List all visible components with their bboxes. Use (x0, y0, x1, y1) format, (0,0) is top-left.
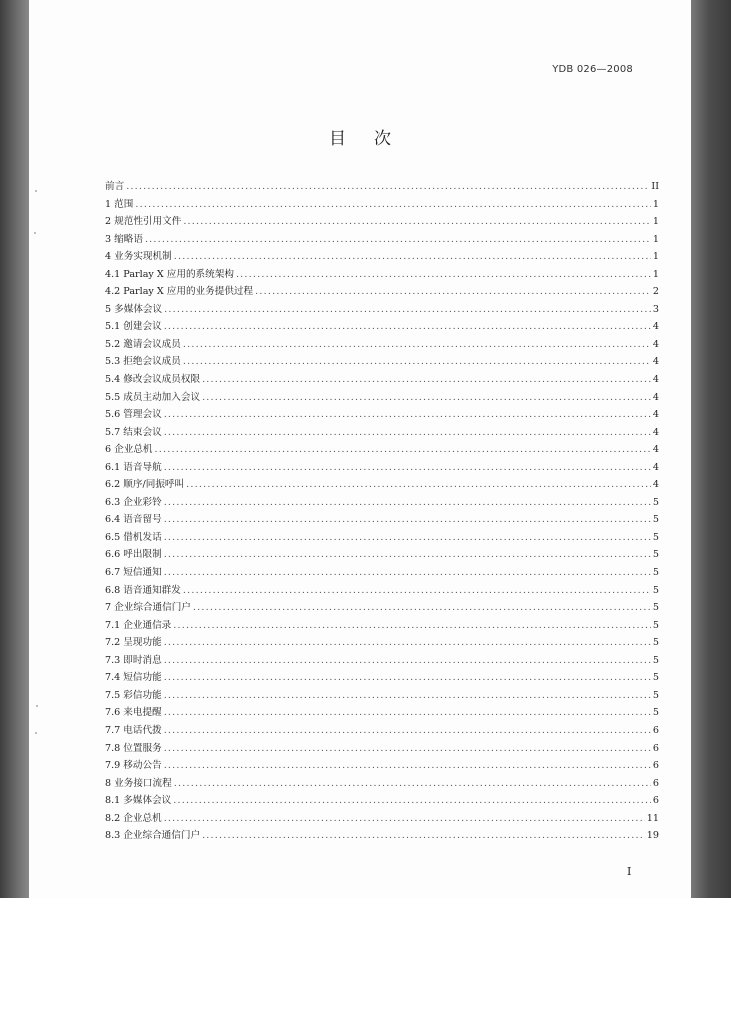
toc-entry[interactable] (105, 564, 659, 582)
toc-entry[interactable] (105, 494, 659, 512)
toc-entry-page: 1 (652, 251, 659, 263)
toc-entry-label: 5.4 修改会议成员权限 (105, 374, 201, 386)
toc-entry-page: 5 (652, 514, 659, 526)
toc-dot-leader (202, 392, 651, 403)
toc-dot-leader (164, 549, 651, 560)
toc-dot-leader (164, 427, 651, 438)
toc-entry-page: 6 (652, 795, 659, 807)
toc-entry[interactable] (105, 792, 659, 810)
toc-entry-label: 4 业务实现机制 (105, 251, 172, 263)
toc-entry-page: 5 (652, 672, 659, 684)
toc-dot-leader (183, 585, 651, 596)
toc-entry[interactable] (105, 266, 659, 284)
toc-dot-leader (193, 602, 651, 613)
scan-speck (35, 190, 37, 192)
toc-entry[interactable] (105, 406, 659, 424)
toc-entry-page: 4 (652, 356, 659, 368)
toc-entry-page: 6 (652, 760, 659, 772)
toc-entry[interactable] (105, 441, 659, 459)
toc-entry-label: 5.6 管理会议 (105, 409, 162, 421)
toc-entry-label: 7.4 短信功能 (105, 672, 162, 684)
toc-entry-page: 1 (652, 198, 659, 210)
toc-entry[interactable] (105, 740, 659, 758)
toc-entry-page: 6 (652, 777, 659, 789)
toc-dot-leader (174, 778, 651, 789)
toc-entry[interactable] (105, 459, 659, 477)
scan-shadow-right (691, 0, 731, 898)
toc-dot-leader (164, 567, 651, 578)
toc-entry-page: 11 (646, 812, 659, 824)
toc-entry-page: 4 (652, 426, 659, 438)
toc-dot-leader (126, 181, 649, 192)
toc-dot-leader (145, 234, 651, 245)
toc-entry[interactable] (105, 634, 659, 652)
toc-entry-label: 8 业务接口流程 (105, 777, 172, 789)
toc-entry[interactable] (105, 196, 659, 214)
toc-entry-label: 7 企业综合通信门户 (105, 602, 191, 614)
toc-entry[interactable] (105, 652, 659, 670)
toc-dot-leader (164, 743, 651, 754)
toc-entry-page: 5 (652, 531, 659, 543)
toc-entry-page: 4 (652, 391, 659, 403)
toc-dot-leader (164, 690, 651, 701)
toc-entry-label: 5.7 结束会议 (105, 426, 162, 438)
toc-entry[interactable] (105, 757, 659, 775)
document-page (29, 0, 691, 898)
toc-dot-leader (164, 462, 651, 473)
toc-entry-label: 6.8 语音通知群发 (105, 584, 181, 596)
toc-entry[interactable] (105, 389, 659, 407)
toc-entry[interactable] (105, 336, 659, 354)
toc-entry-label: 5.5 成员主动加入会议 (105, 391, 201, 403)
toc-entry[interactable] (105, 511, 659, 529)
toc-entry-page: 1 (652, 268, 659, 280)
toc-dot-leader (164, 409, 651, 420)
toc-entry-label: 6.5 借机发话 (105, 531, 162, 543)
toc-dot-leader (164, 637, 651, 648)
toc-entry-label: 8.3 企业综合通信门户 (105, 830, 201, 842)
toc-entry-label: 前言 (105, 181, 125, 192)
toc-dot-leader (164, 672, 651, 683)
toc-entry[interactable] (105, 476, 659, 494)
toc-entry-page: 5 (652, 567, 659, 579)
toc-entry-page: 5 (652, 584, 659, 596)
toc-dot-leader (174, 251, 651, 262)
toc-dot-leader (135, 199, 651, 210)
toc-entry-page: II (651, 181, 659, 192)
toc-entry[interactable] (105, 722, 659, 740)
toc-entry[interactable] (105, 827, 659, 845)
toc-entry-label: 8.2 企业总机 (105, 812, 162, 824)
toc-entry-page: 4 (652, 321, 659, 333)
toc-entry-label: 7.2 呈现功能 (105, 637, 162, 649)
toc-entry[interactable] (105, 582, 659, 600)
toc-entry[interactable] (105, 283, 659, 301)
toc-entry-label: 7.1 企业通信录 (105, 619, 172, 631)
toc-entry-label: 8.1 多媒体会议 (105, 795, 172, 807)
toc-dot-leader (164, 304, 651, 315)
toc-entry-page: 5 (652, 689, 659, 701)
page-number: I (627, 865, 632, 878)
toc-entry[interactable] (105, 424, 659, 442)
toc-dot-leader (173, 795, 651, 806)
toc-entry[interactable] (105, 371, 659, 389)
toc-entry[interactable] (105, 546, 659, 564)
toc-dot-leader (173, 620, 651, 631)
toc-entry-label: 7.9 移动公告 (105, 760, 162, 772)
toc-entry-label: 2 规范性引用文件 (105, 216, 182, 228)
page-title: 目次 (329, 129, 419, 149)
toc-dot-leader (164, 813, 645, 824)
toc-entry[interactable] (105, 617, 659, 635)
toc-entry-label: 1 范围 (105, 198, 134, 210)
toc-entry-label: 6 企业总机 (105, 444, 153, 456)
toc-dot-leader (183, 356, 651, 367)
toc-dot-leader (202, 374, 651, 385)
toc-entry-page: 4 (652, 374, 659, 386)
toc-entry-page: 4 (652, 444, 659, 456)
toc-entry[interactable] (105, 213, 659, 231)
toc-dot-leader (164, 514, 651, 525)
toc-entry[interactable] (105, 529, 659, 547)
toc-entry-page: 4 (652, 338, 659, 350)
toc-entry[interactable] (105, 248, 659, 266)
table-of-contents (105, 178, 659, 845)
toc-entry-page: 5 (652, 637, 659, 649)
scan-shadow-left (0, 0, 29, 898)
toc-entry[interactable] (105, 669, 659, 687)
toc-entry-label: 6.1 语音导航 (105, 461, 162, 473)
toc-dot-leader (202, 830, 645, 841)
toc-entry-page: 6 (652, 742, 659, 754)
toc-entry-page: 5 (652, 496, 659, 508)
toc-entry-label: 3 缩略语 (105, 233, 143, 245)
toc-entry[interactable] (105, 599, 659, 617)
toc-entry-page: 5 (652, 549, 659, 561)
toc-dot-leader (236, 269, 651, 280)
toc-entry-page: 4 (652, 479, 659, 491)
toc-entry-label: 6.6 呼出限制 (105, 549, 162, 561)
toc-entry-label: 5.1 创建会议 (105, 321, 162, 333)
toc-entry-page: 6 (652, 724, 659, 736)
toc-entry-label: 7.7 电话代拨 (105, 724, 162, 736)
toc-entry-page: 19 (646, 830, 659, 842)
toc-entry[interactable] (105, 318, 659, 336)
toc-entry-label: 6.3 企业彩铃 (105, 496, 162, 508)
toc-dot-leader (164, 655, 651, 666)
toc-dot-leader (164, 707, 651, 718)
toc-entry-page: 4 (652, 461, 659, 473)
toc-dot-leader (164, 725, 651, 736)
toc-entry-label: 4.1 Parlay X 应用的系统架构 (105, 268, 234, 280)
toc-entry[interactable] (105, 704, 659, 722)
scan-speck (34, 232, 36, 234)
toc-entry[interactable] (105, 687, 659, 705)
toc-dot-leader (183, 216, 651, 227)
toc-entry-label: 5.2 邀请会议成员 (105, 338, 181, 350)
toc-entry-page: 1 (652, 233, 659, 245)
toc-entry[interactable] (105, 178, 659, 196)
toc-entry-label: 7.6 来电提醒 (105, 707, 162, 719)
toc-entry-label: 6.2 顺序/同振呼叫 (105, 479, 185, 491)
toc-entry[interactable] (105, 775, 659, 793)
toc-dot-leader (164, 497, 651, 508)
toc-entry-page: 3 (652, 303, 659, 315)
toc-entry[interactable] (105, 301, 659, 319)
toc-dot-leader (164, 760, 651, 771)
toc-dot-leader (186, 479, 651, 490)
toc-dot-leader (155, 444, 651, 455)
toc-entry-page: 5 (652, 654, 659, 666)
toc-entry-page: 4 (652, 409, 659, 421)
toc-dot-leader (164, 321, 651, 332)
toc-entry-label: 7.8 位置服务 (105, 742, 162, 754)
toc-dot-leader (255, 286, 651, 297)
toc-entry-page: 2 (652, 286, 659, 298)
toc-entry-label: 6.4 语音留号 (105, 514, 162, 526)
toc-entry-page: 1 (652, 216, 659, 228)
toc-entry-label: 6.7 短信通知 (105, 567, 162, 579)
scan-speck (36, 705, 38, 707)
toc-entry-label: 7.5 彩信功能 (105, 689, 162, 701)
toc-entry-page: 5 (652, 707, 659, 719)
toc-entry[interactable] (105, 810, 659, 828)
toc-entry-label: 7.3 即时消息 (105, 654, 162, 666)
scan-speck (35, 732, 37, 734)
toc-entry-label: 4.2 Parlay X 应用的业务提供过程 (105, 286, 254, 298)
toc-dot-leader (164, 532, 651, 543)
toc-entry[interactable] (105, 231, 659, 249)
toc-entry-page: 5 (652, 602, 659, 614)
toc-entry-page: 5 (652, 619, 659, 631)
standard-code: YDB 026—2008 (552, 64, 633, 75)
toc-dot-leader (183, 339, 651, 350)
toc-entry[interactable] (105, 353, 659, 371)
toc-entry-label: 5 多媒体会议 (105, 303, 163, 315)
toc-entry-label: 5.3 拒绝会议成员 (105, 356, 181, 368)
